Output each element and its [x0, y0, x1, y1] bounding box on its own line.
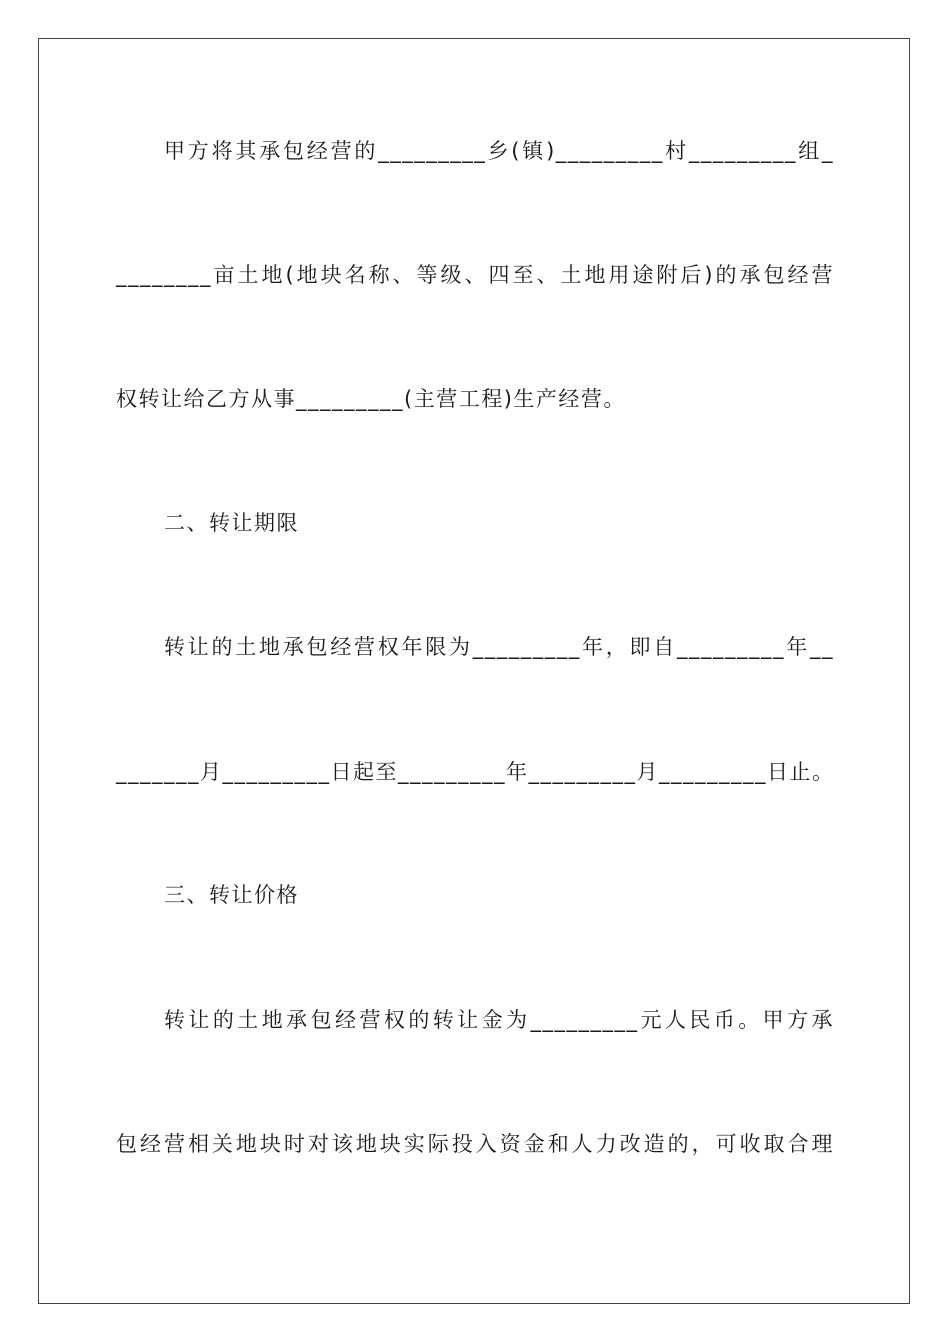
paragraph-line: 权转让给乙方从事_________(主营工程)生产经营。: [116, 387, 626, 411]
paragraph-line: ________亩土地(地块名称、等级、四至、土地用途附后)的承包经营: [116, 263, 834, 287]
paragraph-line: _______月_________日起至_________年_________月_________日止。: [116, 760, 835, 784]
section-heading: 二、转让期限: [164, 511, 299, 535]
paragraph-line: 包经营相关地块时对该地块实际投入资金和人力改造的，可收取合理: [116, 1132, 834, 1156]
paragraph-line: 转让的土地承包经营权年限为_________年，即自_________年__: [164, 635, 834, 659]
section-heading: 三、转让价格: [164, 883, 299, 907]
page-border: [38, 38, 910, 1304]
paragraph-line: 甲方将其承包经营的_________乡(镇)_________村_________组_: [164, 139, 834, 163]
paragraph-line: 转让的土地承包经营权的转让金为_________元人民币。甲方承: [164, 1008, 834, 1032]
